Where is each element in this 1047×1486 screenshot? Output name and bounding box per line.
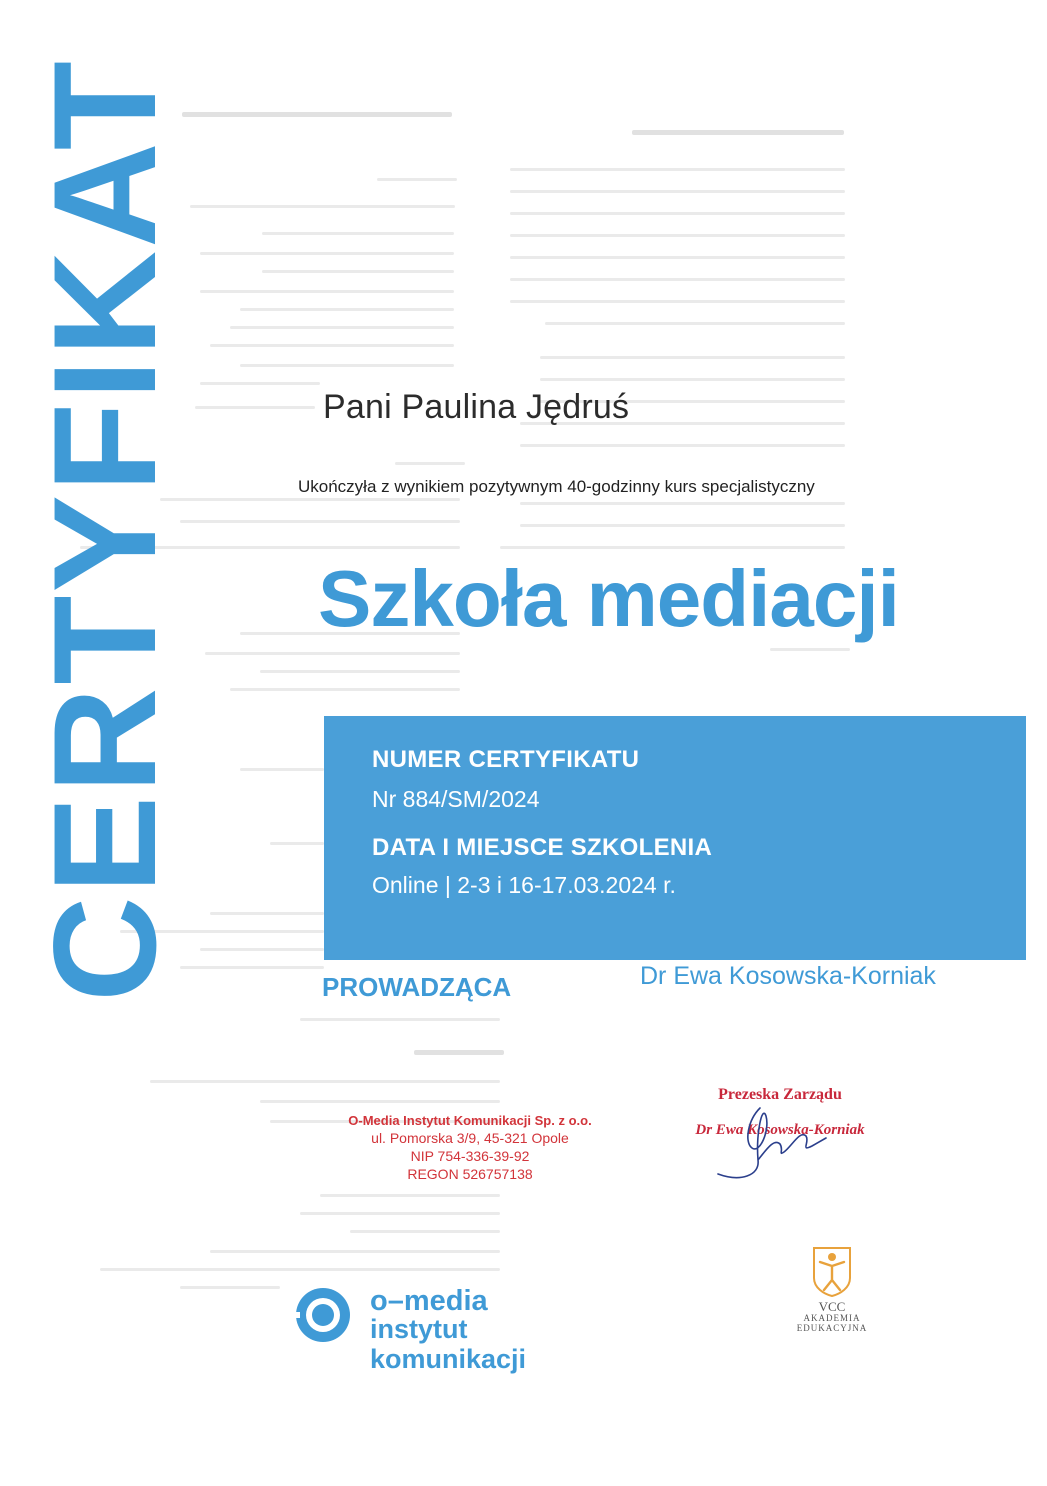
instructor-name: Dr Ewa Kosowska-Korniak	[640, 962, 936, 990]
certificate-vertical-title	[23, 58, 186, 1002]
omedia-eye-icon	[292, 1284, 354, 1346]
vcc-logo-sub1: AKADEMIA	[803, 1313, 861, 1323]
president-stamp-title: Prezeska Zarządu	[718, 1086, 842, 1103]
company-stamp-name: O-Media Instytut Komunikacji Sp. z o.o.	[348, 1113, 592, 1128]
training-date-value: Online | 2-3 i 16-17.03.2024 r.	[372, 872, 676, 898]
omedia-logo	[288, 1282, 628, 1374]
certificate-number-value: Nr 884/SM/2024	[372, 786, 540, 812]
president-stamp-name: Dr Ewa Kosowska-Korniak	[695, 1122, 865, 1138]
vcc-logo-name: VCC	[818, 1299, 846, 1314]
company-stamp-address: ul. Pomorska 3/9, 45-321 Opole	[371, 1130, 569, 1146]
certificate-number-label: NUMER CERTYFIKATU	[372, 746, 640, 773]
company-stamp	[340, 1112, 600, 1183]
course-title: Szkoła mediacji	[318, 554, 899, 643]
vcc-logo-sub2: EDUKACYJNA	[796, 1323, 868, 1333]
training-date-label: DATA I MIEJSCE SZKOLENIA	[372, 834, 713, 861]
omedia-logo-line2: instytut komunikacji	[370, 1314, 527, 1374]
company-stamp-nip: NIP 754-336-39-92	[410, 1148, 530, 1164]
recipient-name: Pani Paulina Jędruś	[323, 388, 630, 426]
completion-statement: Ukończyła z wynikiem pozytywnym 40-godzinny kurs specjalistyczny	[298, 477, 815, 496]
instructor-label: PROWADZĄCA	[322, 972, 512, 1002]
company-stamp-regon: REGON 526757138	[407, 1166, 533, 1182]
vcc-logo	[782, 1244, 882, 1344]
omedia-logo-line1: o–media	[370, 1285, 488, 1317]
vcc-emblem-icon	[810, 1244, 854, 1298]
certificate-info-box	[324, 716, 1026, 960]
handwritten-signature	[700, 1090, 840, 1190]
vertical-title-text: CERTYFIKAT	[23, 58, 186, 1002]
